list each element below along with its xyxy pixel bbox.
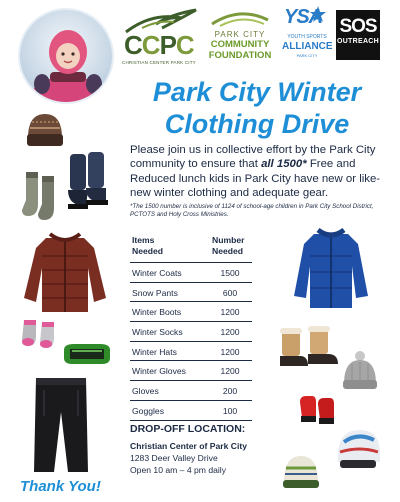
item-qty: 1500	[220, 268, 240, 278]
sos-line1: SOS	[339, 16, 377, 37]
ski-helmet-icon	[334, 426, 382, 476]
item-qty: 1200	[220, 307, 240, 318]
item-name: Winter Socks	[132, 327, 183, 338]
table-header	[130, 233, 252, 263]
ccpc-logo	[122, 6, 200, 66]
kids-socks-icon	[20, 318, 64, 350]
item-qty: 200	[222, 386, 238, 397]
table-row	[130, 322, 252, 342]
item-name: Gloves	[132, 386, 159, 397]
item-qty: 1200	[220, 346, 240, 357]
item-qty: 600	[222, 287, 238, 298]
ysa-mark: YSA	[284, 6, 323, 28]
ccpc-subtitle: CHRISTIAN CENTER PARK CITY	[122, 60, 196, 65]
table-row	[130, 283, 252, 303]
ski-goggles-icon	[62, 342, 112, 368]
table-row	[130, 302, 252, 322]
pccf-logo	[206, 8, 274, 64]
dropoff-heading: DROP-OFF LOCATION:	[130, 423, 246, 435]
sos-line2: OUTREACH	[336, 38, 380, 45]
item-qty: 100	[222, 405, 238, 416]
thank-you-text: Thank You!	[20, 478, 101, 495]
knit-beanie-icon	[24, 112, 66, 150]
footnote: *The 1500 number is inclusive of 1124 of school-age children in Park City School District, PCTOTS and Holy Cross Ministries.	[130, 203, 374, 219]
header-items-line2: Needed	[132, 245, 164, 256]
table-row	[130, 361, 252, 381]
item-qty: 1200	[220, 366, 240, 377]
ysa-line1: YOUTH SPORTS	[287, 34, 327, 40]
ccpc-wordmark: CCPC	[124, 30, 194, 60]
blue-ski-jacket-icon	[292, 226, 370, 310]
striped-beanie-icon	[280, 450, 322, 490]
item-name: Snow Pants	[132, 287, 178, 298]
table-row	[130, 342, 252, 362]
dropoff-name: Christian Center of Park City	[130, 441, 247, 451]
grey-pom-hat-icon	[340, 350, 380, 392]
intro-before: Please join us in collective effort by the Park City community to ensure that	[130, 144, 376, 171]
title-line2: Clothing Drive	[164, 109, 350, 139]
mountain-swoosh-icon	[210, 8, 270, 28]
header-items-line1: Items	[132, 235, 155, 245]
items-needed-table	[130, 233, 252, 421]
snow-boots-icon	[278, 326, 340, 370]
wool-socks-icon	[20, 170, 66, 224]
dropoff-address: 1283 Deer Valley Drive	[130, 453, 218, 463]
item-name: Winter Coats	[132, 268, 182, 278]
pccf-line2: COMMUNITY	[210, 39, 270, 50]
ysa-logo	[282, 6, 332, 66]
table-row	[130, 263, 252, 283]
intro-emphasis: all 1500*	[261, 158, 307, 171]
header-items	[132, 235, 163, 256]
header-number-line1: Number	[212, 235, 245, 245]
table-row	[130, 401, 252, 421]
snow-pants-icon	[30, 376, 92, 476]
winter-boots-icon	[66, 150, 110, 212]
pccf-line3: FOUNDATION	[208, 50, 272, 61]
item-name: Goggles	[132, 405, 165, 416]
ysa-line3: PARK CITY	[296, 53, 318, 58]
item-qty: 1200	[220, 327, 240, 338]
item-name: Winter Boots	[132, 307, 182, 318]
intro-after: Free and Reduced lunch kids in Park City have new or like-new winter clothing and adequate gear.	[130, 158, 381, 200]
item-name: Winter Gloves	[132, 366, 186, 377]
dropoff-hours: Open 10 am – 4 pm daily	[130, 465, 227, 475]
sos-outreach-logo	[336, 10, 380, 60]
header-number	[212, 235, 244, 256]
table-row	[130, 381, 252, 401]
pccf-line1: PARK CITY	[214, 30, 266, 39]
intro-paragraph	[130, 143, 392, 201]
header-number-line2: Needed	[212, 245, 244, 256]
page-title	[114, 76, 400, 140]
child-winter-photo	[18, 8, 114, 104]
ysa-line2: ALLIANCE	[282, 41, 333, 52]
item-name: Winter Hats	[132, 346, 177, 357]
red-mittens-icon	[296, 394, 338, 426]
puffer-coat-icon	[22, 232, 108, 314]
title-line1: Park City Winter	[152, 77, 362, 107]
